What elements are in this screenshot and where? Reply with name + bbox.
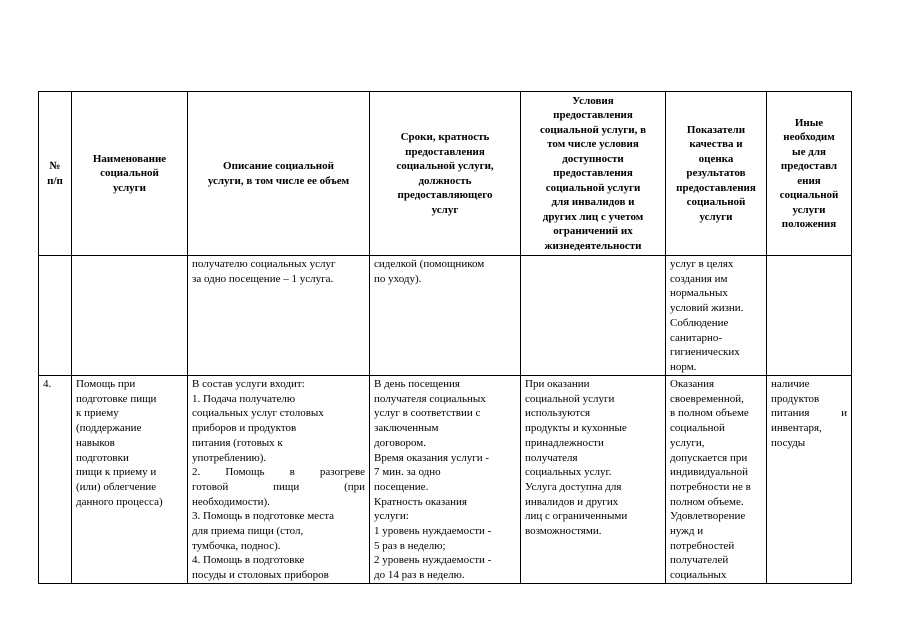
text-line: необходимости). <box>192 495 270 508</box>
text-line: продукты и кухонные <box>525 422 627 435</box>
text-line: предоставляющего <box>397 189 493 201</box>
text-line: социальной услуги, <box>396 160 494 172</box>
text-line: посуды <box>771 436 806 449</box>
text-line: инвалидов и других <box>525 495 619 508</box>
text-line: питания и <box>771 407 847 420</box>
header-quality-text <box>668 123 764 225</box>
text-line: тумбочка, поднос). <box>192 539 281 552</box>
header-other-text <box>769 116 849 232</box>
text-line: готовой пищи (при <box>192 480 365 493</box>
text-line: услуги, в том числе ее объем <box>207 174 350 187</box>
header-conditions <box>521 92 666 256</box>
text-line: потребности не в <box>670 480 751 493</box>
header-number <box>39 92 72 256</box>
text-line: используются <box>525 407 591 420</box>
header-terms-text <box>372 130 518 217</box>
text-line: ения <box>797 174 821 187</box>
text-line: в полном объеме <box>670 407 749 420</box>
text-line: Описание социальной <box>223 160 334 172</box>
text-line: данного процесса) <box>76 495 163 508</box>
text-line: посещение. <box>374 480 429 493</box>
cell-conditions <box>521 256 666 376</box>
text-line: услуг <box>431 203 459 216</box>
text-line: Иные <box>794 116 824 129</box>
text-line: 5 раз в неделю; <box>374 539 446 552</box>
text-line: социальных услуг. <box>525 466 612 479</box>
text-line: В состав услуги входит: <box>192 378 305 390</box>
text-line: том числе условия <box>547 138 639 151</box>
cell-service-name <box>72 376 188 584</box>
text-line: услуги <box>112 181 147 194</box>
text-line: пищи к приему и <box>76 466 157 479</box>
cell-number: 4. <box>39 376 72 584</box>
text-line: к приему <box>76 407 119 420</box>
text-line: (поддержание <box>76 422 142 435</box>
cell-quality <box>666 376 767 584</box>
text-line: 1. Подача получателю <box>192 392 296 405</box>
text-line: других лиц с учетом <box>542 210 644 223</box>
table-row <box>39 256 852 376</box>
text-line: лиц с ограниченными <box>525 510 628 523</box>
text-line: ограничений их <box>553 225 633 238</box>
text-line: норм. <box>670 360 697 373</box>
text-line: сиделкой (помощником <box>374 258 485 270</box>
text-line: предоставл <box>780 160 838 172</box>
text-line: продуктов <box>771 392 820 405</box>
text-line: подготовки <box>76 451 129 464</box>
text-line: Соблюдение <box>670 316 729 329</box>
text-line: за одно посещение – 1 услуга. <box>192 272 334 285</box>
text-line: положения <box>781 218 837 230</box>
text-line: социальной услуги, в <box>539 123 647 136</box>
text-line: нужд и <box>670 525 704 538</box>
text-line: принадлежности <box>525 436 604 449</box>
text-line: инвентаря, <box>771 422 822 435</box>
header-other <box>767 92 852 256</box>
text-line: социальных <box>670 569 727 582</box>
text-line: Сроки, кратность <box>400 131 490 143</box>
text-line: ые для <box>792 145 826 158</box>
text-line: социальных услуг столовых <box>192 407 324 420</box>
text-line: предоставления <box>553 167 633 180</box>
header-service-name <box>72 92 188 256</box>
cell-conditions <box>521 376 666 584</box>
text-line: возможностями. <box>525 525 602 538</box>
header-terms <box>370 92 521 256</box>
text-line: употреблению). <box>192 451 267 464</box>
text-line: Условия <box>572 94 614 107</box>
text-line: услуги, <box>670 436 705 449</box>
text-line: услуг в соответствии с <box>374 407 481 420</box>
text-line: договором. <box>374 436 426 449</box>
text-line: Оказания <box>670 378 715 390</box>
cell-other <box>767 256 852 376</box>
text-line: 2. Помощь в разогреве <box>192 466 365 479</box>
text-line: создания им <box>670 272 728 285</box>
cell-other <box>767 376 852 584</box>
text-line: социальной <box>686 196 746 209</box>
text-line: навыков <box>76 436 115 449</box>
text-line: должность <box>418 174 472 187</box>
header-description-text <box>190 159 367 188</box>
text-line: В день посещения <box>374 378 460 390</box>
header-quality <box>666 92 767 256</box>
text-line: жизнедеятельности <box>544 239 642 252</box>
text-line: Удовлетворение <box>670 510 746 523</box>
text-line: получателя <box>525 451 578 464</box>
text-line: Наименование <box>92 152 167 165</box>
text-line: подготовке пищи <box>76 392 157 405</box>
text-line: условий жизни. <box>670 302 744 315</box>
cell-terms <box>370 256 521 376</box>
text-line: услуг в целях <box>670 258 734 270</box>
text-line: индивидуальной <box>670 466 749 479</box>
text-line: предоставления <box>405 145 485 158</box>
text-line: Кратность оказания <box>374 495 467 508</box>
text-line: услуги <box>699 210 733 223</box>
text-line: получателя социальных <box>374 392 486 405</box>
cell-description <box>188 256 370 376</box>
text-line: результатов <box>686 167 746 180</box>
text-line: по уходу). <box>374 272 422 285</box>
text-line: (или) облегчение <box>76 480 157 493</box>
text-line: Показатели <box>686 123 746 136</box>
text-line: Время оказания услуги - <box>374 451 490 464</box>
text-line: услуги <box>792 203 826 216</box>
table-row <box>39 376 852 584</box>
header-conditions-text <box>523 94 663 254</box>
text-line: посуды и столовых приборов <box>192 569 329 582</box>
text-line: качества и <box>689 138 743 151</box>
text-line: получателей <box>670 554 729 567</box>
text-line: полном объеме. <box>670 495 744 508</box>
text-line: При оказании <box>525 378 590 390</box>
cell-number <box>39 256 72 376</box>
text-line: 7 мин. за одно <box>374 466 441 479</box>
text-line: оценка <box>698 152 734 165</box>
text-line: для приема пищи (стол, <box>192 525 304 538</box>
header-number-text <box>41 159 69 188</box>
text-line: 1 уровень нуждаемости - <box>374 525 492 538</box>
text-line: доступности <box>562 152 624 165</box>
text-line: социальной <box>779 189 839 201</box>
cell-terms <box>370 376 521 584</box>
text-line: санитарно- <box>670 331 723 344</box>
text-line: гигиенических <box>670 346 740 359</box>
text-line: питания (готовых к <box>192 436 283 449</box>
text-line: социальной <box>100 167 159 180</box>
text-line: Услуга доступна для <box>525 480 622 493</box>
text-line: услуги: <box>374 510 409 523</box>
text-line: приборов и продуктов <box>192 422 297 435</box>
text-line: своевременной, <box>670 392 744 405</box>
header-row <box>39 92 852 256</box>
text-line: необходим <box>783 131 835 143</box>
text-line: 4. Помощь в подготовке <box>192 554 305 567</box>
text-line: заключенным <box>374 422 439 435</box>
text-line: 2 уровень нуждаемости - <box>374 554 492 567</box>
cell-service-name <box>72 256 188 376</box>
text-line: предоставления <box>676 181 756 194</box>
text-line: № <box>49 160 61 172</box>
text-line: допускается при <box>670 451 748 464</box>
text-line: социальной услуги <box>545 181 641 194</box>
text-line: Помощь при <box>76 378 136 390</box>
header-description <box>188 92 370 256</box>
header-service-name-text <box>74 152 185 196</box>
text-line: получателю социальных услуг <box>192 258 336 270</box>
text-line: 3. Помощь в подготовке места <box>192 510 335 523</box>
text-line: п/п <box>47 174 63 187</box>
text-line: для инвалидов и <box>551 196 635 209</box>
cell-quality <box>666 256 767 376</box>
text-line: социальной услуги <box>525 392 615 405</box>
text-line: социальной <box>670 422 725 435</box>
text-line: предоставления <box>553 109 633 122</box>
text-line: нормальных <box>670 287 728 300</box>
cell-description <box>188 376 370 584</box>
text-line: потребностей <box>670 539 735 552</box>
text-line: до 14 раз в неделю. <box>374 569 465 582</box>
text-line: наличие <box>771 378 810 390</box>
services-table <box>38 91 852 584</box>
